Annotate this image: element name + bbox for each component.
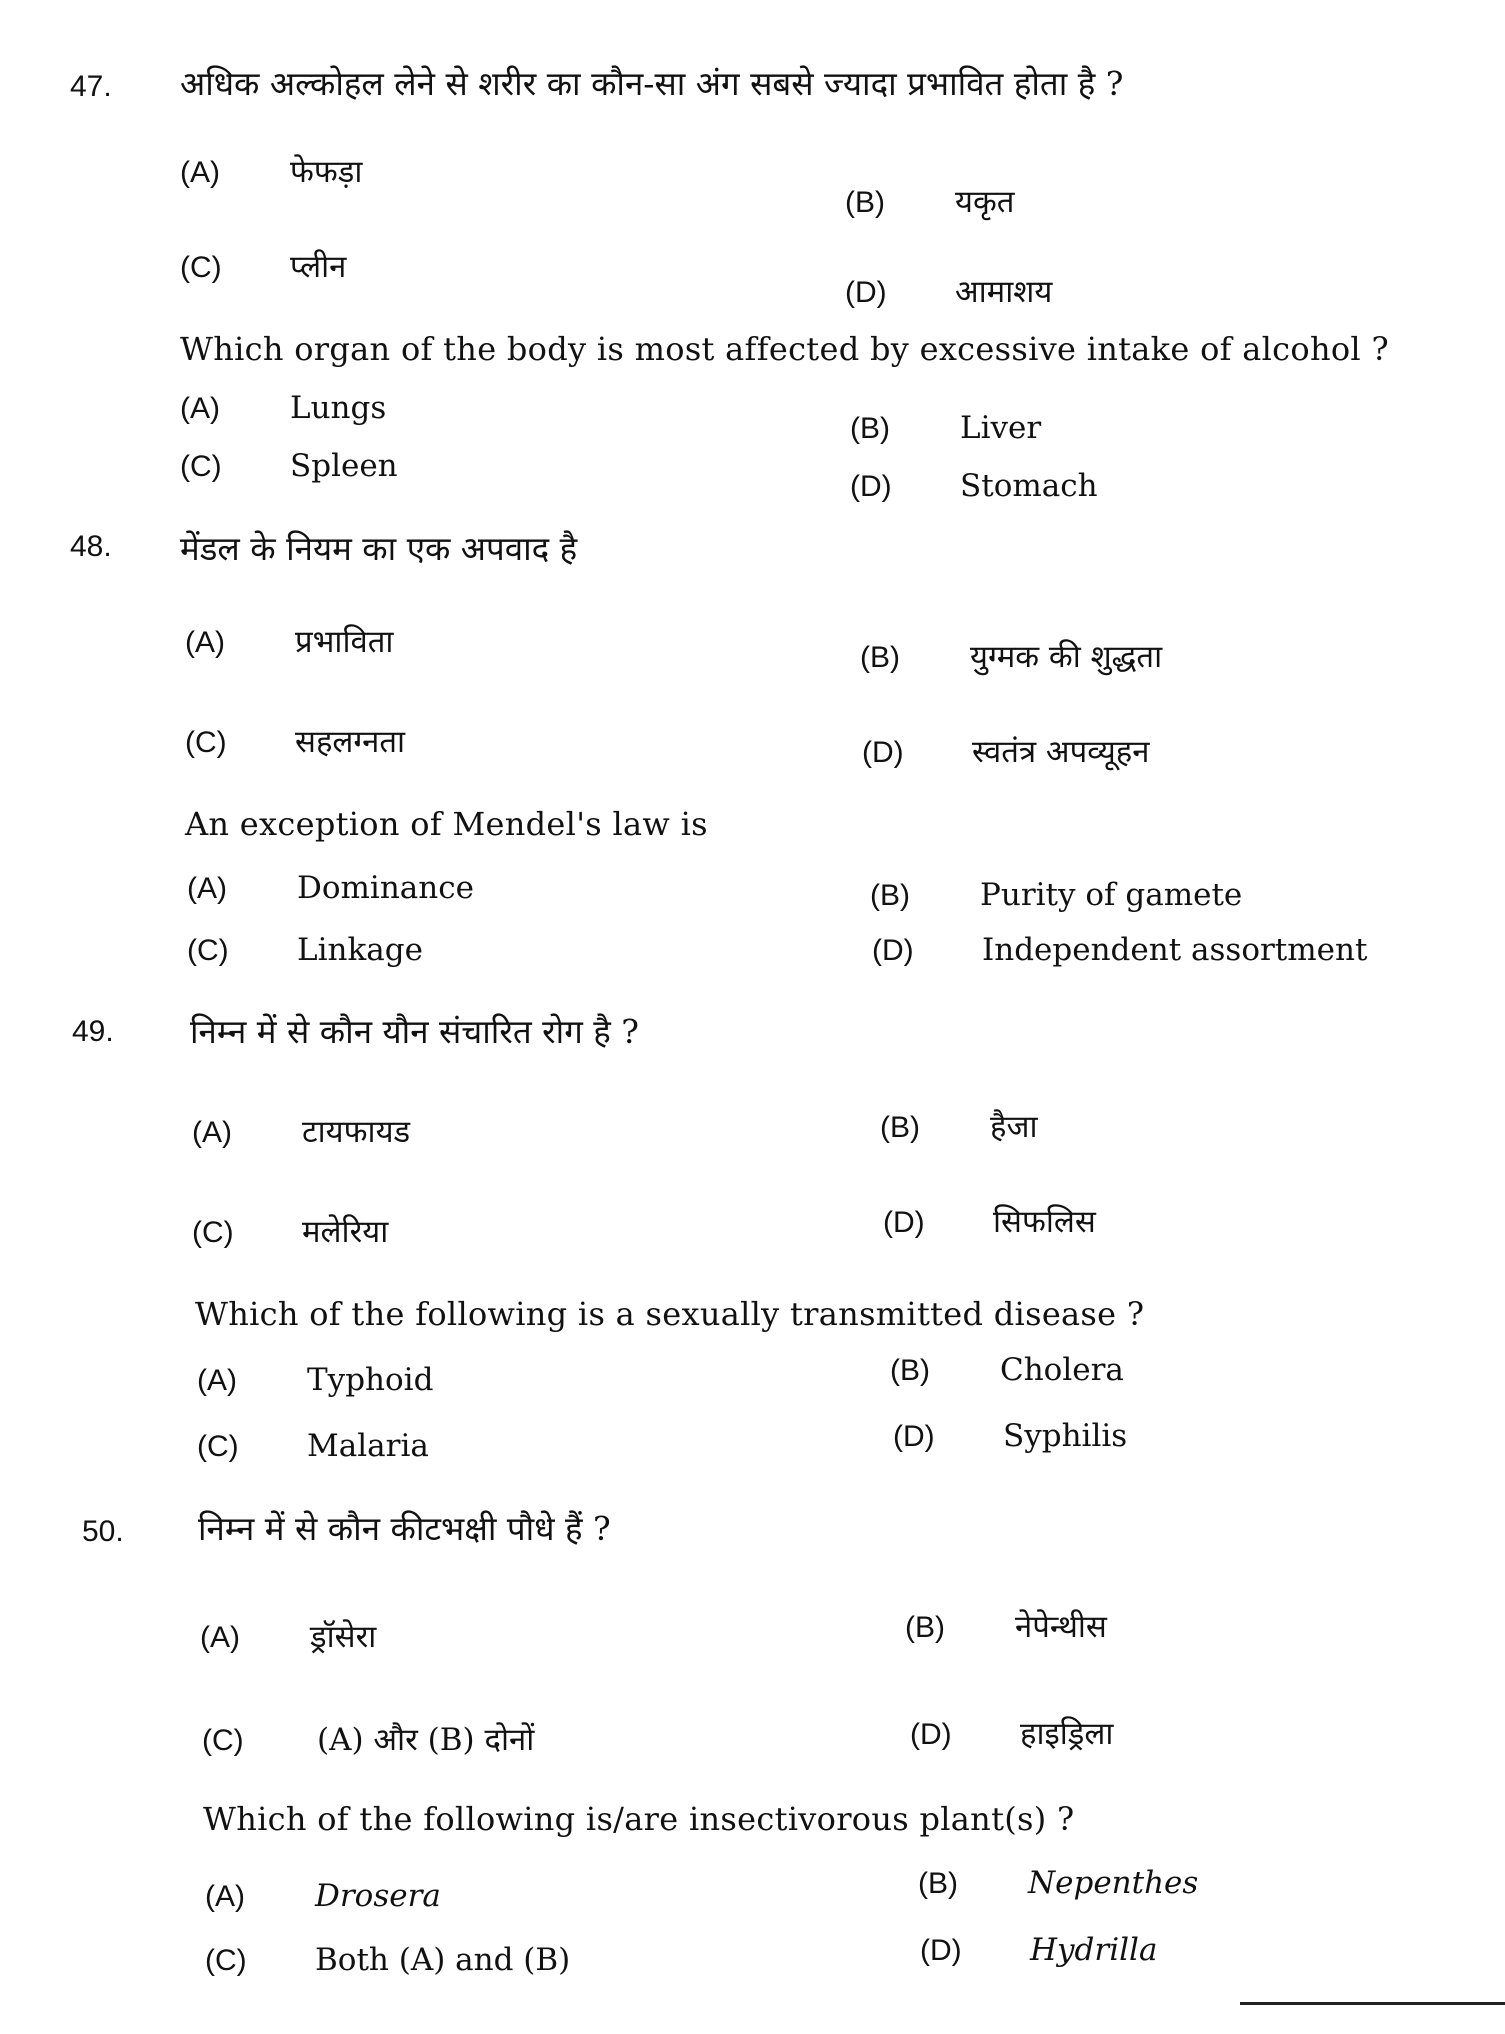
option-label: (A) bbox=[200, 1621, 240, 1654]
option-label: (A) bbox=[187, 872, 227, 905]
question-number: 47. bbox=[70, 70, 112, 103]
option-text: Drosera bbox=[315, 1878, 441, 1914]
option-text: आमाशय bbox=[955, 274, 1053, 310]
option-text: Both (A) and (B) bbox=[315, 1942, 571, 1978]
option-text: Spleen bbox=[290, 448, 398, 484]
option-text: Lungs bbox=[290, 390, 387, 426]
option-text: युग्मक की शुद्धता bbox=[970, 639, 1163, 675]
option-label: (A) bbox=[180, 156, 220, 189]
option-a-english bbox=[187, 870, 474, 906]
option-d-hindi bbox=[845, 270, 1052, 312]
option-c-english bbox=[187, 932, 423, 968]
option-d-english bbox=[850, 468, 1098, 504]
option-text: नेपेन्थीस bbox=[1015, 1609, 1107, 1645]
option-c-english bbox=[205, 1942, 570, 1978]
option-label: (B) bbox=[880, 1111, 920, 1144]
question-text-english: Which organ of the body is most affected by excessive intake of alcohol ? bbox=[180, 330, 1389, 368]
option-label: (D) bbox=[872, 934, 914, 967]
option-label: (C) bbox=[185, 726, 227, 759]
option-text: Hydrilla bbox=[1030, 1932, 1158, 1968]
option-label: (C) bbox=[192, 1216, 234, 1249]
option-d-hindi bbox=[862, 730, 1149, 772]
option-text: प्लीन bbox=[290, 249, 347, 285]
option-label: (B) bbox=[850, 412, 890, 445]
option-text: हैजा bbox=[990, 1109, 1038, 1145]
option-d-english bbox=[920, 1932, 1157, 1968]
option-b-english bbox=[890, 1352, 1124, 1388]
option-label: (C) bbox=[197, 1430, 239, 1463]
option-label: (B) bbox=[845, 186, 885, 219]
option-b-english bbox=[918, 1865, 1198, 1901]
option-c-hindi bbox=[185, 720, 405, 762]
option-text: सिफलिस bbox=[993, 1204, 1096, 1240]
option-label: (A) bbox=[197, 1364, 237, 1397]
option-b-hindi bbox=[845, 180, 1014, 222]
option-label: (C) bbox=[205, 1944, 247, 1977]
option-label: (B) bbox=[860, 641, 900, 674]
option-label: (D) bbox=[920, 1934, 962, 1967]
option-text: टायफायड bbox=[302, 1114, 411, 1150]
option-label: (C) bbox=[180, 251, 222, 284]
option-text: यकृत bbox=[955, 184, 1015, 220]
option-text: Dominance bbox=[297, 870, 474, 906]
option-b-english bbox=[870, 877, 1242, 913]
option-label: (D) bbox=[862, 736, 904, 769]
question-number: 49. bbox=[72, 1015, 114, 1048]
question-number: 48. bbox=[70, 530, 112, 563]
option-text: प्रभाविता bbox=[295, 624, 394, 660]
option-text: हाइड्रिला bbox=[1020, 1716, 1114, 1752]
question-text-hindi: निम्न में से कौन कीटभक्षी पौधे हैं ? bbox=[198, 1509, 611, 1548]
option-text: Stomach bbox=[960, 468, 1098, 504]
option-label: (D) bbox=[850, 470, 892, 503]
option-label: (D) bbox=[883, 1206, 925, 1239]
option-label: (A) bbox=[180, 392, 220, 425]
option-text: Typhoid bbox=[307, 1362, 434, 1398]
option-text: Independent assortment bbox=[982, 932, 1368, 968]
option-label: (C) bbox=[187, 934, 229, 967]
question-number: 50. bbox=[82, 1515, 124, 1548]
option-label: (B) bbox=[905, 1611, 945, 1644]
option-text: सहलग्नता bbox=[295, 724, 406, 760]
option-a-english bbox=[197, 1362, 433, 1398]
option-a-hindi bbox=[180, 150, 362, 192]
option-text: Malaria bbox=[307, 1428, 429, 1464]
option-text: ड्रॉसेरा bbox=[310, 1619, 377, 1655]
option-label: (A) bbox=[205, 1880, 245, 1913]
option-b-hindi bbox=[860, 635, 1162, 677]
option-text: फेफड़ा bbox=[290, 154, 363, 190]
option-text: Cholera bbox=[1000, 1352, 1124, 1388]
option-label: (C) bbox=[180, 450, 222, 483]
option-a-hindi bbox=[185, 620, 393, 662]
option-label: (D) bbox=[845, 276, 887, 309]
option-label: (B) bbox=[890, 1354, 930, 1387]
question-text-hindi: अधिक अल्कोहल लेने से शरीर का कौन-सा अंग सबसे ज्यादा प्रभावित होता है ? bbox=[180, 64, 1124, 103]
option-label: (B) bbox=[870, 879, 910, 912]
question-text-hindi: निम्न में से कौन यौन संचारित रोग है ? bbox=[190, 1012, 639, 1051]
option-text: Purity of gamete bbox=[980, 877, 1243, 913]
option-d-hindi bbox=[910, 1712, 1113, 1754]
question-text-english: Which of the following is/are insectivorous plant(s) ? bbox=[203, 1800, 1075, 1838]
option-label: (A) bbox=[192, 1116, 232, 1149]
option-a-english bbox=[180, 390, 386, 426]
option-d-english bbox=[872, 932, 1367, 968]
option-b-hindi bbox=[905, 1605, 1107, 1647]
option-label: (B) bbox=[918, 1867, 958, 1900]
option-text: Linkage bbox=[297, 932, 423, 968]
option-text: मलेरिया bbox=[302, 1214, 389, 1250]
option-b-english bbox=[850, 410, 1041, 446]
option-label: (A) bbox=[185, 626, 225, 659]
option-text: (A) और (B) दोनों bbox=[317, 1722, 535, 1758]
option-c-hindi bbox=[202, 1718, 534, 1760]
option-c-english bbox=[197, 1428, 429, 1464]
option-d-hindi bbox=[883, 1200, 1096, 1242]
option-c-hindi bbox=[180, 245, 346, 287]
question-text-hindi: मेंडल के नियम का एक अपवाद है bbox=[180, 529, 578, 568]
option-a-hindi bbox=[200, 1615, 376, 1657]
option-label: (C) bbox=[202, 1724, 244, 1757]
option-a-english bbox=[205, 1878, 441, 1914]
option-label: (D) bbox=[910, 1718, 952, 1751]
option-text: Liver bbox=[960, 410, 1042, 446]
option-c-english bbox=[180, 448, 398, 484]
option-text: Syphilis bbox=[1003, 1418, 1128, 1454]
option-text: स्वतंत्र अपव्यूहन bbox=[972, 734, 1150, 770]
option-label: (D) bbox=[893, 1420, 935, 1453]
option-c-hindi bbox=[192, 1210, 388, 1252]
question-text-english: An exception of Mendel's law is bbox=[185, 805, 708, 843]
option-text: Nepenthes bbox=[1028, 1865, 1199, 1901]
option-a-hindi bbox=[192, 1110, 410, 1152]
option-d-english bbox=[893, 1418, 1127, 1454]
question-text-english: Which of the following is a sexually transmitted disease ? bbox=[195, 1295, 1145, 1333]
page-end-rule bbox=[1240, 2002, 1505, 2005]
option-b-hindi bbox=[880, 1105, 1038, 1147]
